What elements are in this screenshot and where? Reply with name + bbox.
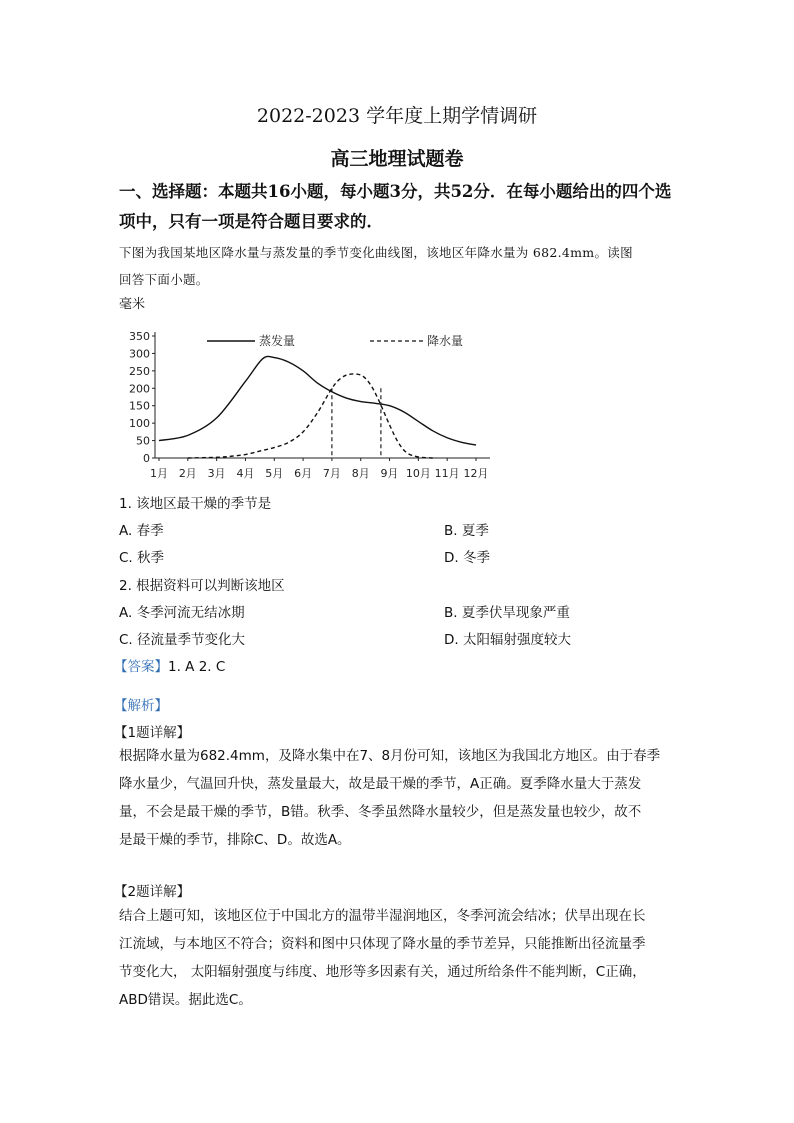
intro-line1: 下图为我国某地区降水量与蒸发量的季节变化曲线图，该地区年降水量为 682.4mm。读图 [119,245,633,260]
x-tick-label: 9月 [380,467,399,480]
detail-1-line4: 是最干燥的季节，排除C、D。故选A。 [119,832,351,848]
question-2: 2. 根据资料可以判断该地区 [119,578,285,594]
precip-evap-chart [110,318,510,488]
x-tick-label: 7月 [322,467,341,480]
section-heading-line2: 项中，只有一项是符合题目要求的． [119,212,383,231]
q1-option-b: B. 夏季 [444,523,489,539]
exam-subtitle: 高三地理试题卷 [330,148,464,170]
x-tick-label: 12月 [463,467,489,480]
x-tick-label: 6月 [294,467,313,480]
y-tick-label: 250 [129,364,150,378]
q1-option-d: D. 冬季 [444,550,490,566]
detail-1-line3: 量，不会是最干燥的季节，B错。秋季、冬季虽然降水量较少，但是蒸发量也较少，故不 [119,804,642,820]
x-tick-label: 8月 [351,467,370,480]
y-tick-label: 350 [129,330,150,343]
q1-option-a: A. 春季 [119,523,164,539]
chart-y-unit: 毫米 [119,297,146,312]
x-tick-label: 5月 [265,467,284,480]
evaporation-line [159,356,476,445]
x-tick-label: 11月 [434,467,460,480]
q2-option-c: C. 径流量季节变化大 [119,632,246,648]
y-tick-label: 300 [129,347,150,361]
answer-text: 1. A 2. C [168,659,226,675]
detail-1-tag: 【1题详解】 [114,725,191,741]
detail-2-line4: ABD错误。据此选C。 [119,992,252,1008]
y-tick-label: 200 [129,382,150,396]
exam-title: 2022-2023 学年度上期学情调研 [256,105,538,127]
x-tick-label: 2月 [178,467,197,480]
y-tick-label: 150 [129,399,150,413]
detail-2-line3: 节变化大， 太阳辐射强度与纬度、地形等多因素有关，通过所给条件不能判断，C正确， [119,964,646,980]
detail-2-line1: 结合上题可知，该地区位于中国北方的温带半湿润地区，冬季河流会结冰；伏旱出现在长 [119,908,646,924]
legend-evaporation-label: 蒸发量 [259,334,296,348]
answer-tag: 【答案】 [114,659,168,675]
detail-1-body [119,742,679,854]
x-tick-label: 4月 [236,467,255,480]
analysis-tag: 【解析】 [114,698,168,714]
x-tick-label: 3月 [207,467,226,480]
q2-option-a: A. 冬季河流无结冰期 [119,605,245,621]
q2-option-d: D. 太阳辐射强度较大 [444,632,571,648]
y-tick-label: 50 [136,434,150,448]
q1-option-c: C. 秋季 [119,550,165,566]
precipitation-line [188,374,433,458]
detail-2-line2: 江流域，与本地区不符合；资料和图中只体现了降水量的季节差异，只能推断出径流量季 [119,936,646,952]
y-tick-label: 0 [143,452,150,465]
intro-line2: 回答下面小题。 [119,272,209,287]
y-tick-label: 100 [129,417,150,431]
q2-option-b: B. 夏季伏旱现象严重 [444,605,570,621]
x-tick-label: 10月 [405,467,431,480]
detail-1-line2: 降水量少，气温回升快，蒸发量最大，故是最干燥的季节，A正确。夏季降水量大于蒸发 [119,776,642,792]
question-1: 1. 该地区最干燥的季节是 [119,496,272,512]
x-tick-label: 1月 [150,467,168,480]
detail-2-tag: 【2题详解】 [114,884,191,900]
legend-precipitation-label: 降水量 [427,334,464,348]
section-heading-line1: 一、选择题：本题共16小题，每小题3分，共52分．在每小题给出的四个选 [119,182,672,201]
detail-2-body [119,902,679,1014]
answer-line [114,655,225,675]
detail-1-line1: 根据降水量为682.4mm，及降水集中在7、8月份可知，该地区为我国北方地区。由于春季 [119,748,661,764]
